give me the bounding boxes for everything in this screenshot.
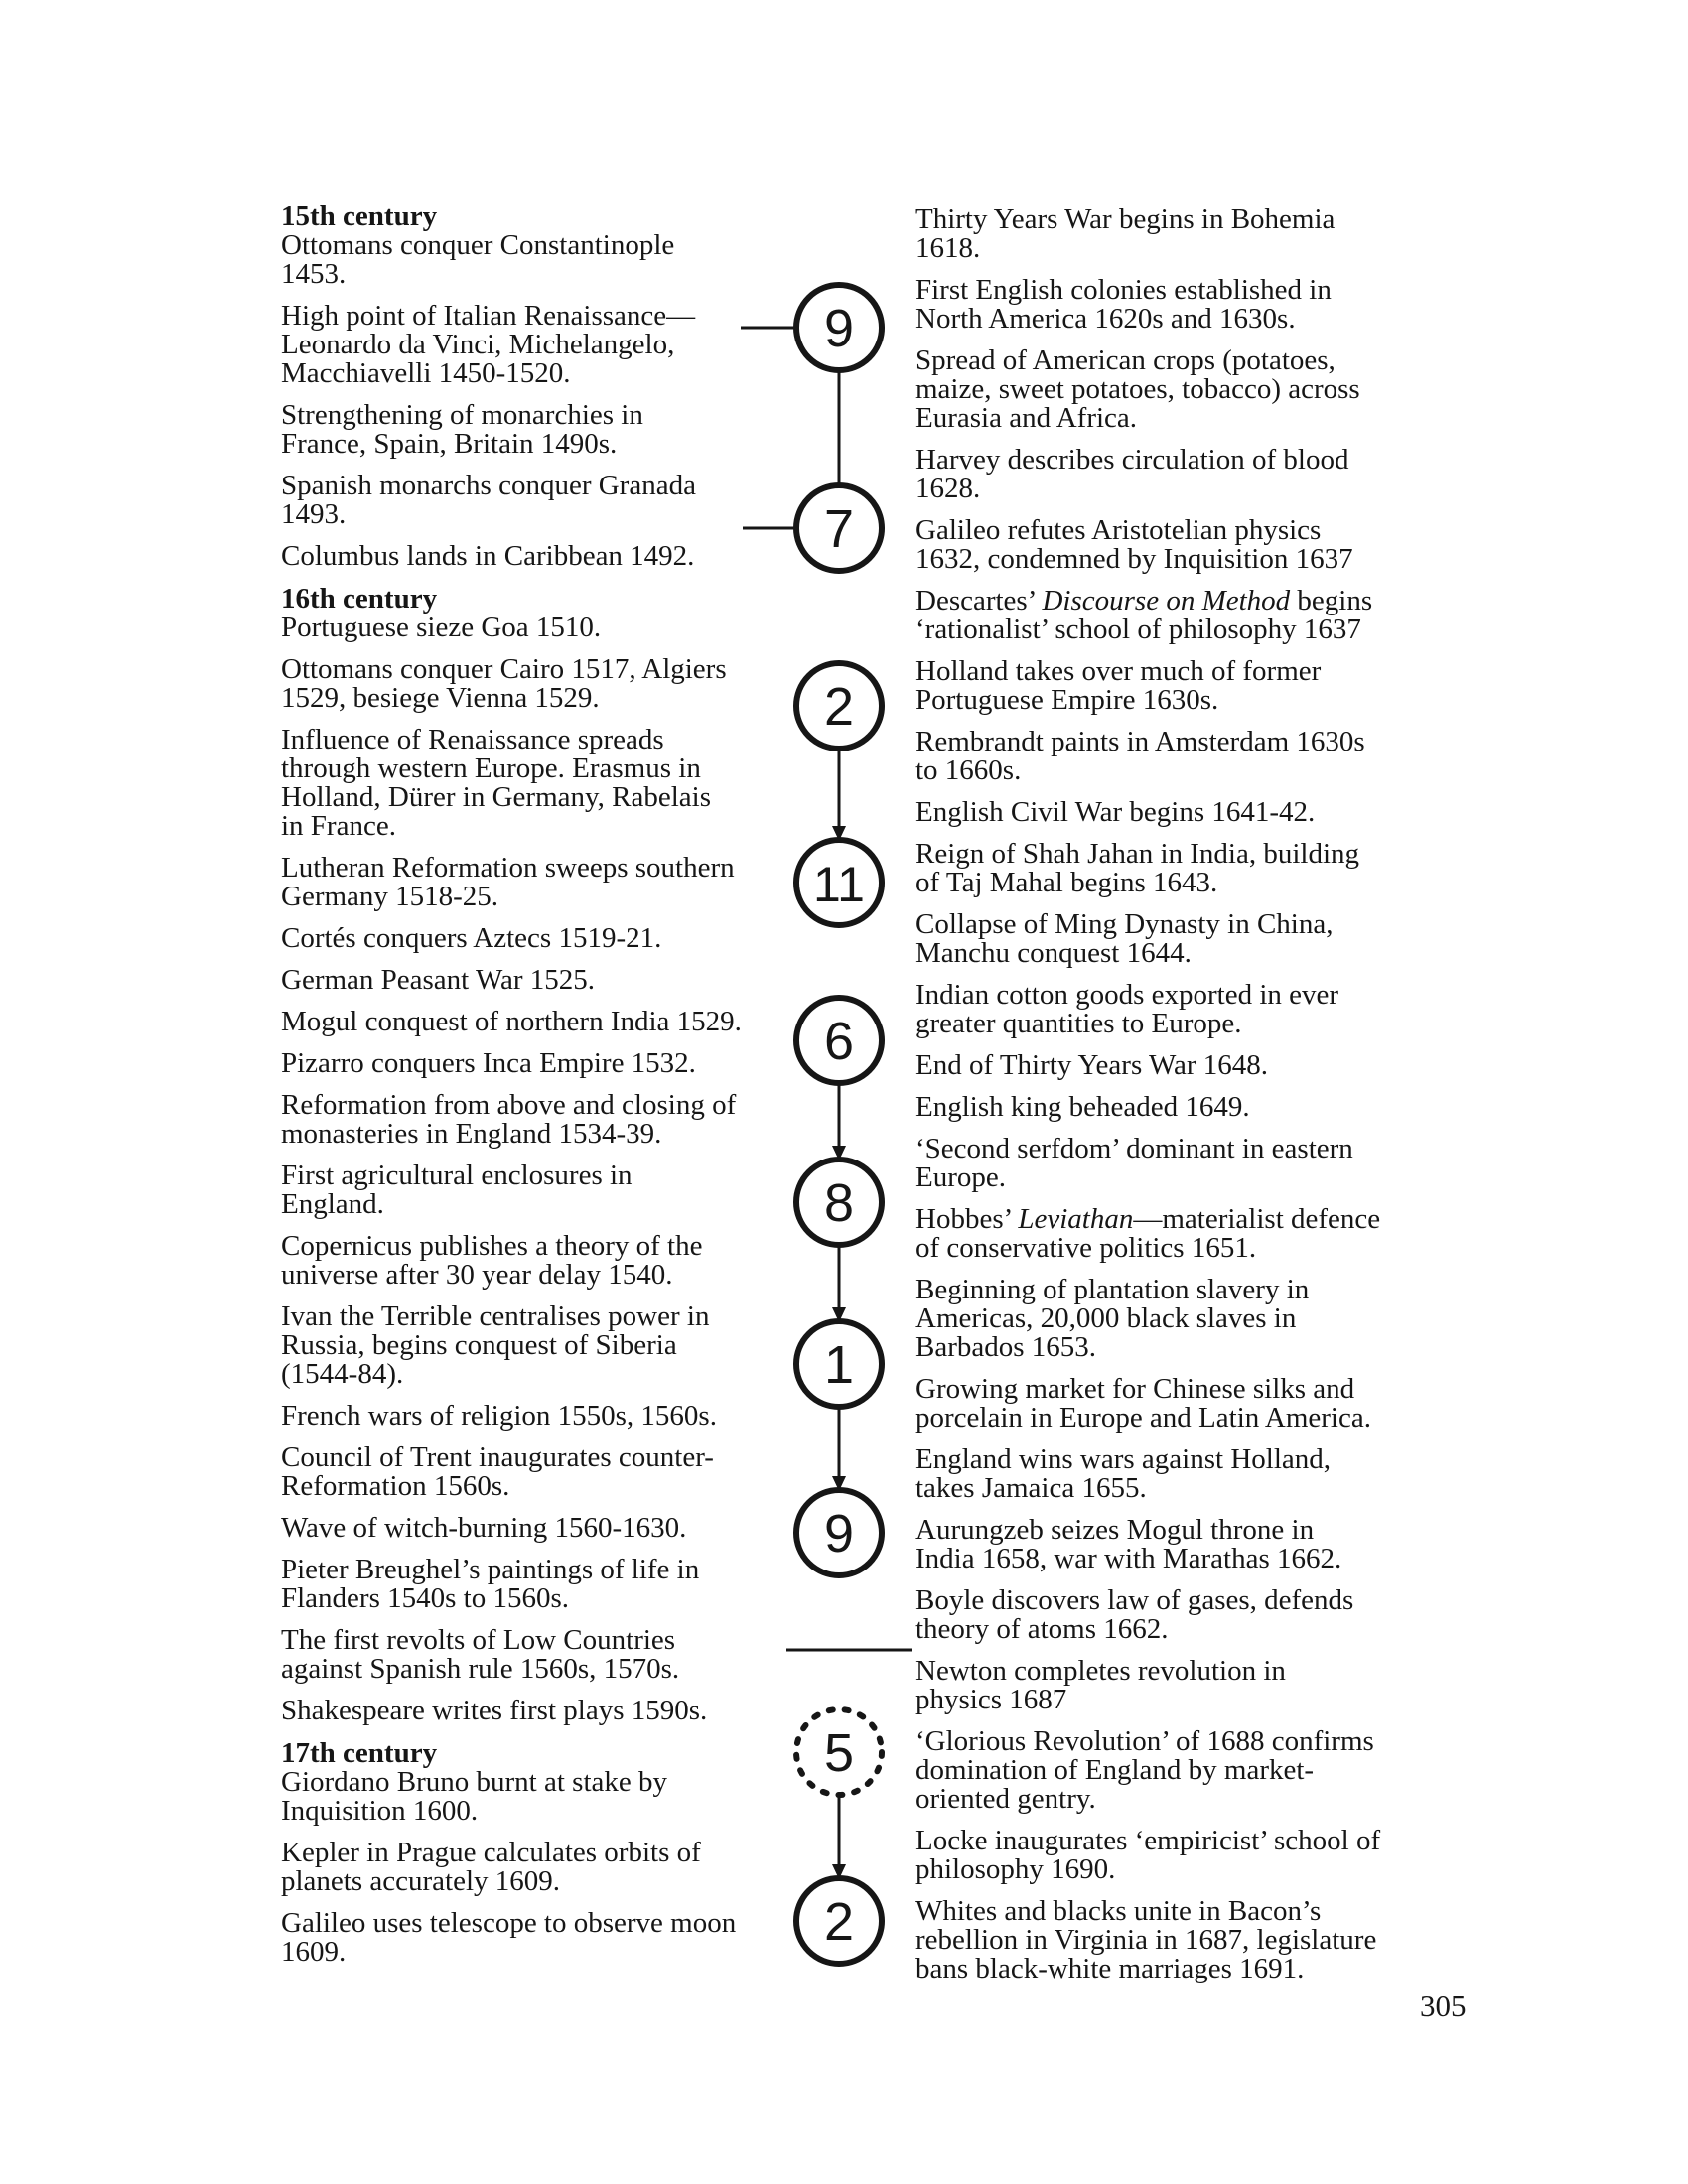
timeline-entry: Ottomans conquer Constantinople 1453.	[281, 229, 675, 290]
timeline-entry: Growing market for Chinese silks and porcelain in Europe and Latin America.	[915, 1373, 1371, 1433]
timeline-circle-label: 5	[823, 1723, 855, 1783]
timeline-entry: End of Thirty Years War 1648.	[915, 1049, 1269, 1081]
timeline-entry: Influence of Renaissance spreads through western Europe. Erasmus in Holland, Dürer in Germany, Rabelais in France.	[281, 724, 711, 842]
timeline-entry: First agricultural enclosures in England.	[281, 1160, 633, 1220]
timeline-entry: Giordano Bruno burnt at stake by Inquisition 1600.	[281, 1766, 668, 1827]
timeline-entry: ‘Glorious Revolution’ of 1688 confirms domination of England by market- oriented gentry.	[915, 1725, 1374, 1815]
timeline-entry: Cortés conquers Aztecs 1519-21.	[281, 922, 662, 954]
page-number: 305	[1420, 1988, 1467, 2023]
timeline-entry: Strengthening of monarchies in France, Spain, Britain 1490s.	[281, 399, 643, 460]
timeline-circle-label: 11	[813, 857, 865, 912]
timeline-entry: Ottomans conquer Cairo 1517, Algiers 1529, besiege Vienna 1529.	[281, 653, 727, 714]
timeline-entry: Whites and blacks unite in Bacon’s rebellion in Virginia in 1687, legislature bans black-white marriages 1691.	[915, 1895, 1377, 1984]
timeline-entry: Holland takes over much of former Portuguese Empire 1630s.	[915, 655, 1322, 716]
century-heading: 17th century	[281, 1737, 438, 1769]
entry-text: Hobbes’	[915, 1203, 1019, 1235]
timeline-entry: First English colonies established in North America 1620s and 1630s.	[915, 274, 1332, 335]
timeline-circle-label: 2	[823, 1892, 855, 1952]
timeline-entry: French wars of religion 1550s, 1560s.	[281, 1400, 717, 1432]
timeline-entry: High point of Italian Renaissance— Leonardo da Vinci, Michelangelo, Macchiavelli 1450-1520.	[281, 300, 696, 389]
timeline-entry	[915, 587, 1432, 644]
timeline-circle-label: 9	[823, 1504, 855, 1564]
timeline-circle-label: 7	[823, 499, 855, 559]
timeline-circle-label: 2	[823, 677, 855, 737]
book-title: Discourse on Method	[1042, 585, 1291, 616]
timeline-entry: Beginning of plantation slavery in Americas, 20,000 black slaves in Barbados 1653.	[915, 1274, 1310, 1363]
timeline-entry: Aurungzeb seizes Mogul throne in India 1658, war with Marathas 1662.	[915, 1514, 1342, 1574]
timeline-entry: Pizarro conquers Inca Empire 1532.	[281, 1047, 696, 1079]
entry-text: —materialist defence of conservative politics 1651.	[915, 1203, 1381, 1264]
century-heading: 16th century	[281, 583, 438, 614]
timeline-entry: Reformation from above and closing of monasteries in England 1534-39.	[281, 1089, 737, 1150]
timeline-circle-label: 8	[823, 1173, 855, 1233]
timeline-entry: Shakespeare writes first plays 1590s.	[281, 1695, 708, 1726]
right-column	[915, 205, 1432, 1996]
timeline-entry: Galileo refutes Aristotelian physics 1632, condemned by Inquisition 1637	[915, 514, 1353, 575]
timeline-entry: Spread of American crops (potatoes, maize, sweet potatoes, tobacco) across Eurasia and Africa.	[915, 344, 1360, 434]
timeline-entry: Portuguese sieze Goa 1510.	[281, 612, 602, 643]
timeline-entry: Rembrandt paints in Amsterdam 1630s to 1660s.	[915, 726, 1365, 786]
timeline-entry: Locke inaugurates ‘empiricist’ school of philosophy 1690.	[915, 1825, 1381, 1885]
timeline-circle-label: 9	[823, 299, 855, 358]
timeline-circle-label: 6	[823, 1012, 855, 1071]
timeline-entry: English Civil War begins 1641-42.	[915, 796, 1316, 828]
timeline-entry: Copernicus publishes a theory of the universe after 30 year delay 1540.	[281, 1230, 703, 1291]
century-heading: 15th century	[281, 201, 438, 232]
timeline-entry: Harvey describes circulation of blood 1628.	[915, 444, 1349, 504]
timeline-entry: England wins wars against Holland, takes Jamaica 1655.	[915, 1443, 1332, 1504]
timeline-entry: Pieter Breughel’s paintings of life in Flanders 1540s to 1560s.	[281, 1554, 700, 1614]
timeline-entry: Kepler in Prague calculates orbits of planets accurately 1609.	[281, 1837, 701, 1897]
timeline-entry: Council of Trent inaugurates counter- Reformation 1560s.	[281, 1441, 714, 1502]
book-title: Leviathan	[1018, 1203, 1134, 1235]
timeline-entry: Thirty Years War begins in Bohemia 1618.	[915, 204, 1336, 264]
timeline-entry: Spanish monarchs conquer Granada 1493.	[281, 470, 696, 530]
timeline-entry: Reign of Shah Jahan in India, building of Taj Mahal begins 1643.	[915, 838, 1360, 898]
timeline-entry: German Peasant War 1525.	[281, 964, 596, 996]
entry-text: Descartes’	[915, 585, 1043, 616]
timeline-entry: The first revolts of Low Countries against Spanish rule 1560s, 1570s.	[281, 1624, 680, 1685]
timeline-circle-label: 1	[823, 1335, 855, 1395]
timeline-entry: Newton completes revolution in physics 1687	[915, 1655, 1286, 1715]
timeline-entry	[915, 1205, 1432, 1263]
timeline-entry: Mogul conquest of northern India 1529.	[281, 1006, 742, 1037]
timeline-entry: Columbus lands in Caribbean 1492.	[281, 540, 695, 572]
timeline-entry: ‘Second serfdom’ dominant in eastern Europe.	[915, 1133, 1353, 1193]
timeline-entry: Collapse of Ming Dynasty in China, Manchu conquest 1644.	[915, 908, 1334, 969]
entry-text: begins ‘rationalist’ school of philosophy 1637	[915, 585, 1373, 645]
timeline-entry: Ivan the Terrible centralises power in Russia, begins conquest of Siberia (1544-84).	[281, 1300, 710, 1390]
timeline-entry: Galileo uses telescope to observe moon 1609.	[281, 1907, 737, 1968]
timeline-entry: Indian cotton goods exported in ever greater quantities to Europe.	[915, 979, 1339, 1039]
timeline-entry: Lutheran Reformation sweeps southern Germany 1518-25.	[281, 852, 735, 912]
timeline-entry: Boyle discovers law of gases, defends theory of atoms 1662.	[915, 1584, 1354, 1645]
timeline-entry: Wave of witch-burning 1560-1630.	[281, 1512, 687, 1544]
timeline-entry: English king beheaded 1649.	[915, 1091, 1250, 1123]
